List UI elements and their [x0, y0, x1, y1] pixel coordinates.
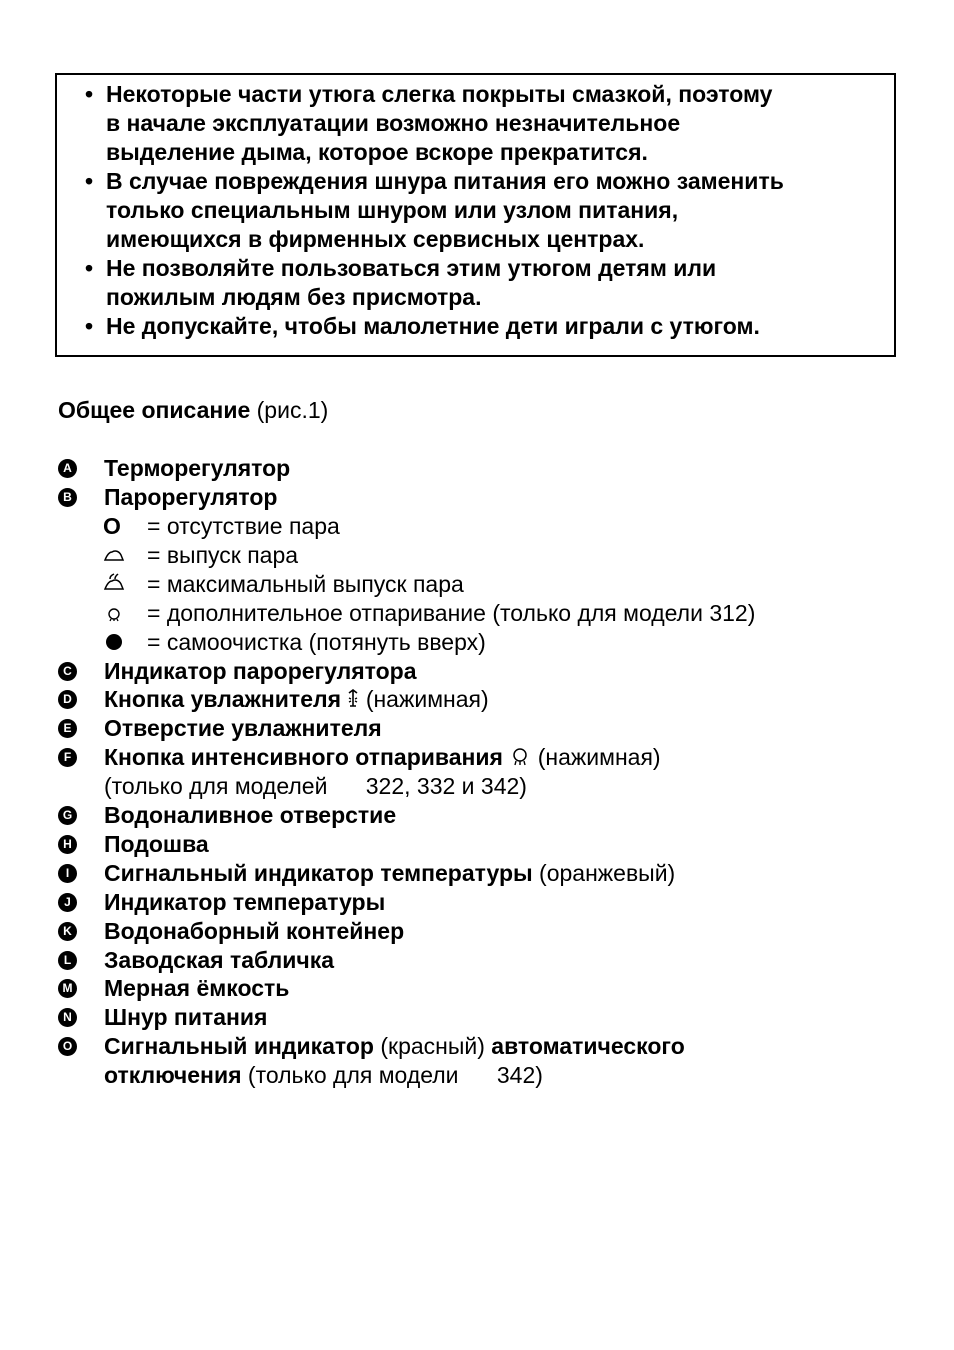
- warning-box: [55, 73, 896, 357]
- badge-a: A: [58, 459, 77, 478]
- badge-c: C: [58, 662, 77, 681]
- self-clean-dot-icon: [103, 628, 133, 654]
- warning-item: • Некоторые части утюга слегка покрыты смазкой, поэтому в начале эксплуатации возможно незначительное выделение дыма, которое вскоре прекратится.: [85, 81, 773, 165]
- bullet: •: [85, 168, 94, 194]
- bullet: •: [85, 255, 94, 281]
- bullet: •: [85, 313, 94, 339]
- no-steam-symbol: O: [103, 513, 121, 539]
- shot-steam-icon: [103, 599, 133, 625]
- badge-o: O: [58, 1037, 77, 1056]
- shot-steam-icon: [509, 745, 531, 774]
- badge-m: M: [58, 979, 77, 998]
- warning-item: • В случае повреждения шнура питания его можно заменить только специальным шнуром или узлом питания, имеющихся в фирменных сервисных центрах.: [85, 168, 784, 252]
- max-steam-icon: [103, 570, 133, 596]
- badge-i: I: [58, 864, 77, 883]
- warning-item: • Не позволяйте пользоваться этим утюгом детям или пожилым людям без присмотра.: [85, 255, 717, 310]
- badge-h: H: [58, 835, 77, 854]
- badge-g: G: [58, 806, 77, 825]
- steam-icon: [103, 541, 133, 567]
- badge-n: N: [58, 1008, 77, 1027]
- badge-e: E: [58, 719, 77, 738]
- spray-icon: [347, 687, 359, 716]
- badge-l: L: [58, 951, 77, 970]
- badge-d: D: [58, 690, 77, 709]
- warning-item: • Не допускайте, чтобы малолетние дети играли с утюгом.: [85, 313, 760, 339]
- section-title: Общее описание (рис.1): [58, 397, 329, 423]
- badge-b: B: [58, 488, 77, 507]
- badge-f: F: [58, 748, 77, 767]
- bullet: •: [85, 81, 94, 107]
- badge-j: J: [58, 893, 77, 912]
- badge-k: K: [58, 922, 77, 941]
